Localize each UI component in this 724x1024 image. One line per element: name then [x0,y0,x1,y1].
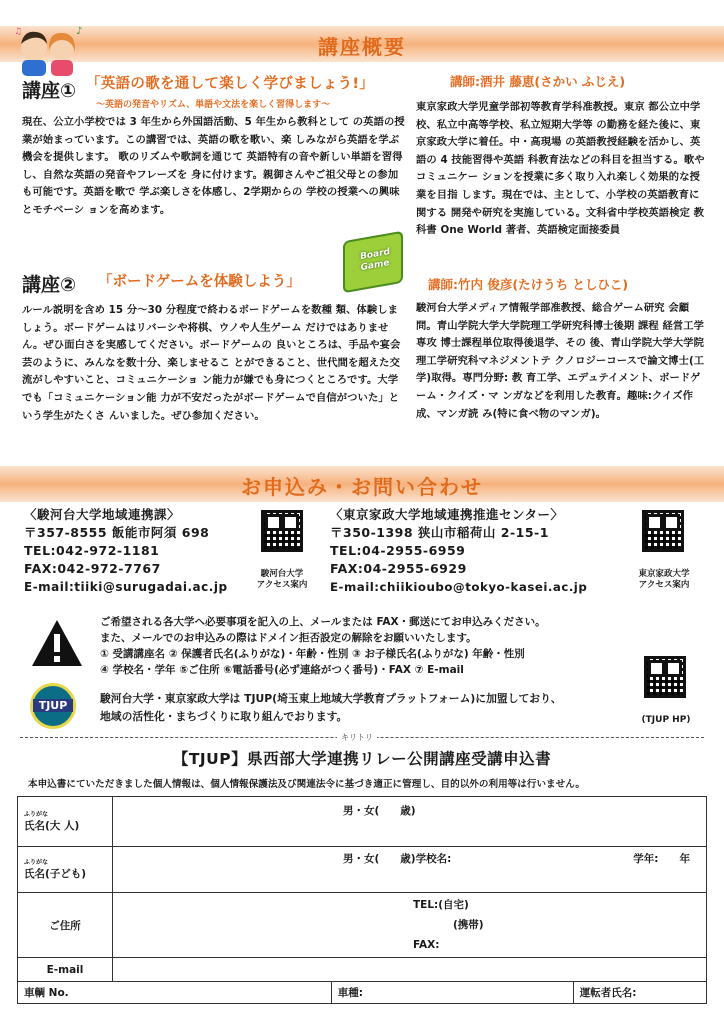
surugadai-email[interactable]: E-mail:tiiki@surugadai.ac.jp [24,580,228,594]
tjup-line-2: 地域の活性化・まちづくりに取り組んでおります。 [100,710,348,723]
tjup-line-1: 駿河台大学・東京家政大学は TJUP(埼玉東上地域大学教育プラットフォーム)に加盟しており、 [100,692,562,705]
lecture1-label: 講座① [22,80,77,102]
children-singing-illustration [12,22,84,78]
privacy-notice: 本申込書にていただきました個人情報は、個人情報保護法及び関連法令に基づき適正に管理し、目的以外の利用等は行いません。 [28,779,586,790]
child-name-label: ふりがな 氏名(子ども) [18,847,113,893]
car-number-field[interactable]: 車輌 No. [18,982,332,1004]
adult-name-field[interactable]: 男・女( 歳) [113,797,707,847]
email-field[interactable] [113,958,707,982]
application-form-table [17,796,707,1004]
application-notice [100,614,546,678]
tokyokasei-fax: FAX:04-2955-6929 [330,561,467,576]
surugadai-qr-code[interactable] [261,510,303,552]
tokyokasei-qr-caption: 東京家政大学 アクセス案内 [638,569,690,590]
surugadai-fax: FAX:042-972-7767 [24,561,161,576]
lecture1-subtitle: ～英語の発音やリズム、単語や文法を楽しく習得します～ [96,100,331,110]
tokyokasei-tel: TEL:04-2955-6959 [330,543,466,558]
lecture2-body: ルール説明を含め 15 分～30 分程度で終わるボードゲームを数種 類、体験しましょう。ボードゲームはリバーシや将棋、ウノや人生ゲーム だけではありません。ぜひ面白さを実感してください。ボードゲームの 良いところは、手品や宴会芸のように、みんなを数十分、楽しませるこ とができること、世代間を超えた交流がしやすいこと、コミュニケーショ ン能力が嫌でも身につくところです。大学でも「コミュニケーション能 力が不安だったがボードゲームで自信がついた」という学生がたくさ んいました。ぜひ参加ください。 [22,304,401,422]
lecture2-instructor: 講師:竹内 俊彦(たけうち としひこ) [428,277,629,292]
lecture1-profile: 東京家政大学児童学部初等教育学科准教授。東京 都公立中学校、私立中高等学校、私立短期大学等 の勤務を経た後に、東京家政大学に着任。中・高現場 の英語教授経験を活かし、英語の 4 技能習得や英語 科教育法などの科目を担当する。歌やコミュニケー ションを授業に多く取り入れ楽しく効果的な授業を目指 します。現在では、主として、小学校の英語教育に関する 開発や研究を実施している。文科省中学校英語検定 教科書 One World 著者、英語検定面接委員 [416,101,705,237]
warning-icon [30,618,84,668]
tjup-description [100,690,562,726]
surugadai-qr-caption: 駿河台大学 アクセス案内 [256,569,308,590]
address-label: ご住所 [18,893,113,958]
address-field[interactable]: TEL:(自宅) (携帯) FAX: [113,893,707,958]
tokyokasei-contact [330,506,630,596]
lecture1-instructor: 講師:酒井 藤恵(さかい ふじえ) [450,74,626,89]
surugadai-tel: TEL:042-972-1181 [24,543,160,558]
grade-field[interactable]: 学年: 年 [573,847,706,893]
contact-banner-title: お申込み・お問い合わせ [241,475,483,499]
lecture2-title: 「ボードゲームを体験しよう」 [98,274,301,290]
form-title: 【TJUP】県西部大学連携リレー公開講座受講申込書 [172,750,552,768]
svg-text:♪: ♪ [76,26,83,37]
lecture2-label: 講座② [22,274,77,296]
overview-banner-title: 講座概要 [318,35,406,59]
board-game-box-text: Board Game [360,247,390,274]
notice-line-4: ④ 学校名・学年 ⑤ご住所 ⑥電話番号(必ず連絡がつく番号)・FAX ⑦ E-mail [100,664,464,676]
notice-line-2: また、メールでのお申込みの際はドメイン拒否設定の解除をお願いいたします。 [100,632,477,644]
notice-line-1: ご希望される各大学へ必要事項を記入の上、メールまたは FAX・郵送にてお申込みください。 [100,616,546,628]
tokyokasei-qr-code[interactable] [642,510,684,552]
driver-name-field[interactable]: 運転者氏名: [573,982,706,1004]
cut-line-label: キリトリ [337,732,377,743]
cut-line [20,733,704,743]
email-label: E-mail [18,958,113,982]
tokyokasei-email[interactable]: E-mail:chiikioubo@tokyo-kasei.ac.jp [330,580,588,594]
notice-line-3: ① 受講講座名 ② 保護者氏名(ふりがな)・年齢・性別 ③ お子様氏名(ふりがな) 年齢・性別 [100,648,525,660]
lecture2-profile: 駿河台大学メディア情報学部准教授、総合ゲーム研究 会顧問。青山学院大学大学院理工学研究科博士後期 課程 経営工学専攻 博士課程単位取得後退学、その 後、青山学院大学大学院理工学研究科マネジメントテ クノロジーコースで論文博士(工学)取得。専門分野: 教 育工学、エデュテイメント、ボードゲーム・クイズ・マ ンガなどを利用した教育。趣味:クイズ作成、マンガ読 み(特に食べ物のマンガ)。 [416,302,705,420]
surugadai-name: 〈駿河台大学地域連携課〉 [24,507,181,522]
tokyokasei-postal: 〒350-1398 狭山市稲荷山 2-15-1 [330,525,549,540]
lecture1-body: 現在、公立小学校では 3 年生から外国語活動、5 年生から教科として の英語の授業が始まっています。この講習では、英語の歌を歌い、楽 しみながら英語を学ぶ機会を提供します。 歌のリズムや歌詞を通じて 英語特有の音や新しい単語を習得し、自然な英語の発音やフレーズを 身に付けます。親御さんやご祖父母との参加も可能です。英語を歌で 学ぶ楽しさを体感し、2学期からの 学校の授業への興味とモチベーシ ョンを高めます。 [22,116,405,216]
adult-name-label: ふりがな 氏名(大 人) [18,797,113,847]
svg-text:♫: ♫ [14,27,23,37]
tjup-qr-caption: (TJUP HP) [641,715,691,725]
lecture1-title: 「英語の歌を通して楽しく学びましょう!」 [86,76,375,92]
surugadai-contact [24,506,274,596]
tjup-logo: TJUP [30,683,76,729]
child-name-field[interactable]: 男・女( 歳)学校名: [113,847,574,893]
contact-banner [0,466,724,502]
car-type-field[interactable]: 車種: [331,982,573,1004]
board-game-box-icon [343,231,403,294]
surugadai-postal: 〒357-8555 飯能市阿須 698 [24,525,210,540]
tokyokasei-name: 〈東京家政大学地域連携推進センター〉 [330,507,564,522]
tjup-qr-code[interactable] [644,656,686,698]
overview-banner [0,26,724,62]
